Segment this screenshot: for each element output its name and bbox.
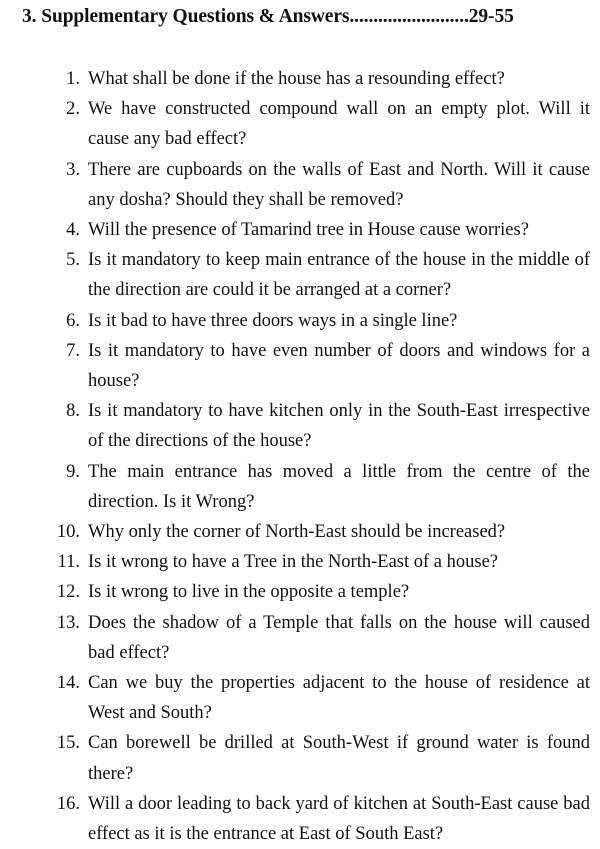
question-text: What shall be done if the house has a resounding effect? xyxy=(88,69,505,89)
list-item xyxy=(0,94,600,154)
question-text: Does the shadow of a Temple that falls on the house will caused bad effect? xyxy=(88,612,590,663)
question-number: 14. xyxy=(56,673,80,694)
list-item xyxy=(0,64,600,94)
question-number: 4. xyxy=(66,220,80,241)
question-number: 12. xyxy=(56,582,80,603)
list-item xyxy=(0,245,600,305)
question-text: Why only the corner of North-East should be increased? xyxy=(88,522,506,543)
list-item xyxy=(0,728,600,788)
list-item xyxy=(0,789,600,849)
question-text: Can borewell be drilled at South-West if ground water is found there? xyxy=(88,733,590,784)
question-number: 2. xyxy=(66,99,80,120)
question-number: 10. xyxy=(56,522,80,543)
question-number: 7. xyxy=(66,340,80,361)
question-number: 11. xyxy=(57,552,80,573)
question-number: 13. xyxy=(56,612,80,633)
question-text: Will a door leading to back yard of kitchen at South-East cause bad effect as it is the entrance at East of South East? xyxy=(88,793,590,845)
question-text: Is it mandatory to have kitchen only in the South-East irrespective of the directions of the house? xyxy=(88,401,590,452)
list-item xyxy=(0,215,600,245)
question-number: 8. xyxy=(66,401,80,422)
list-item xyxy=(0,608,600,668)
question-text: Is it wrong to have a Tree in the North-East of a house? xyxy=(88,552,498,573)
section-heading: 3. Supplementary Questions & Answers.........................29-55 xyxy=(22,6,514,27)
list-item xyxy=(0,668,600,728)
list-item xyxy=(0,336,600,396)
question-text: Is it wrong to live in the opposite a temple? xyxy=(88,582,410,603)
question-number: 6. xyxy=(66,310,80,331)
question-text: There are cupboards on the walls of East and North. Will it cause any dosha? Should they shall be removed? xyxy=(88,159,590,210)
question-text: Will the presence of Tamarind tree in House cause worries? xyxy=(88,220,529,241)
question-text: Is it mandatory to keep main entrance of the house in the middle of the direction are could it be arranged at a corner? xyxy=(88,250,590,301)
question-number: 5. xyxy=(66,250,80,271)
list-item xyxy=(0,155,600,215)
question-text: Is it mandatory to have even number of doors and windows for a house? xyxy=(88,340,590,392)
question-list xyxy=(0,64,600,849)
list-item xyxy=(0,517,600,547)
question-text: The main entrance has moved a little from the centre of the direction. Is it Wrong? xyxy=(88,461,590,512)
list-item xyxy=(0,457,600,517)
list-item xyxy=(0,547,600,577)
question-text: Can we buy the properties adjacent to the house of residence at West and South? xyxy=(88,673,590,724)
question-number: 15. xyxy=(56,733,80,754)
question-text: Is it bad to have three doors ways in a single line? xyxy=(88,310,458,331)
list-item xyxy=(0,577,600,607)
question-number: 1. xyxy=(66,69,80,89)
question-text: We have constructed compound wall on an empty plot. Will it cause any bad effect? xyxy=(88,99,590,150)
question-number: 9. xyxy=(66,461,80,482)
question-number: 16. xyxy=(56,793,80,814)
list-item xyxy=(0,396,600,456)
question-number: 3. xyxy=(66,159,80,180)
list-item xyxy=(0,306,600,336)
